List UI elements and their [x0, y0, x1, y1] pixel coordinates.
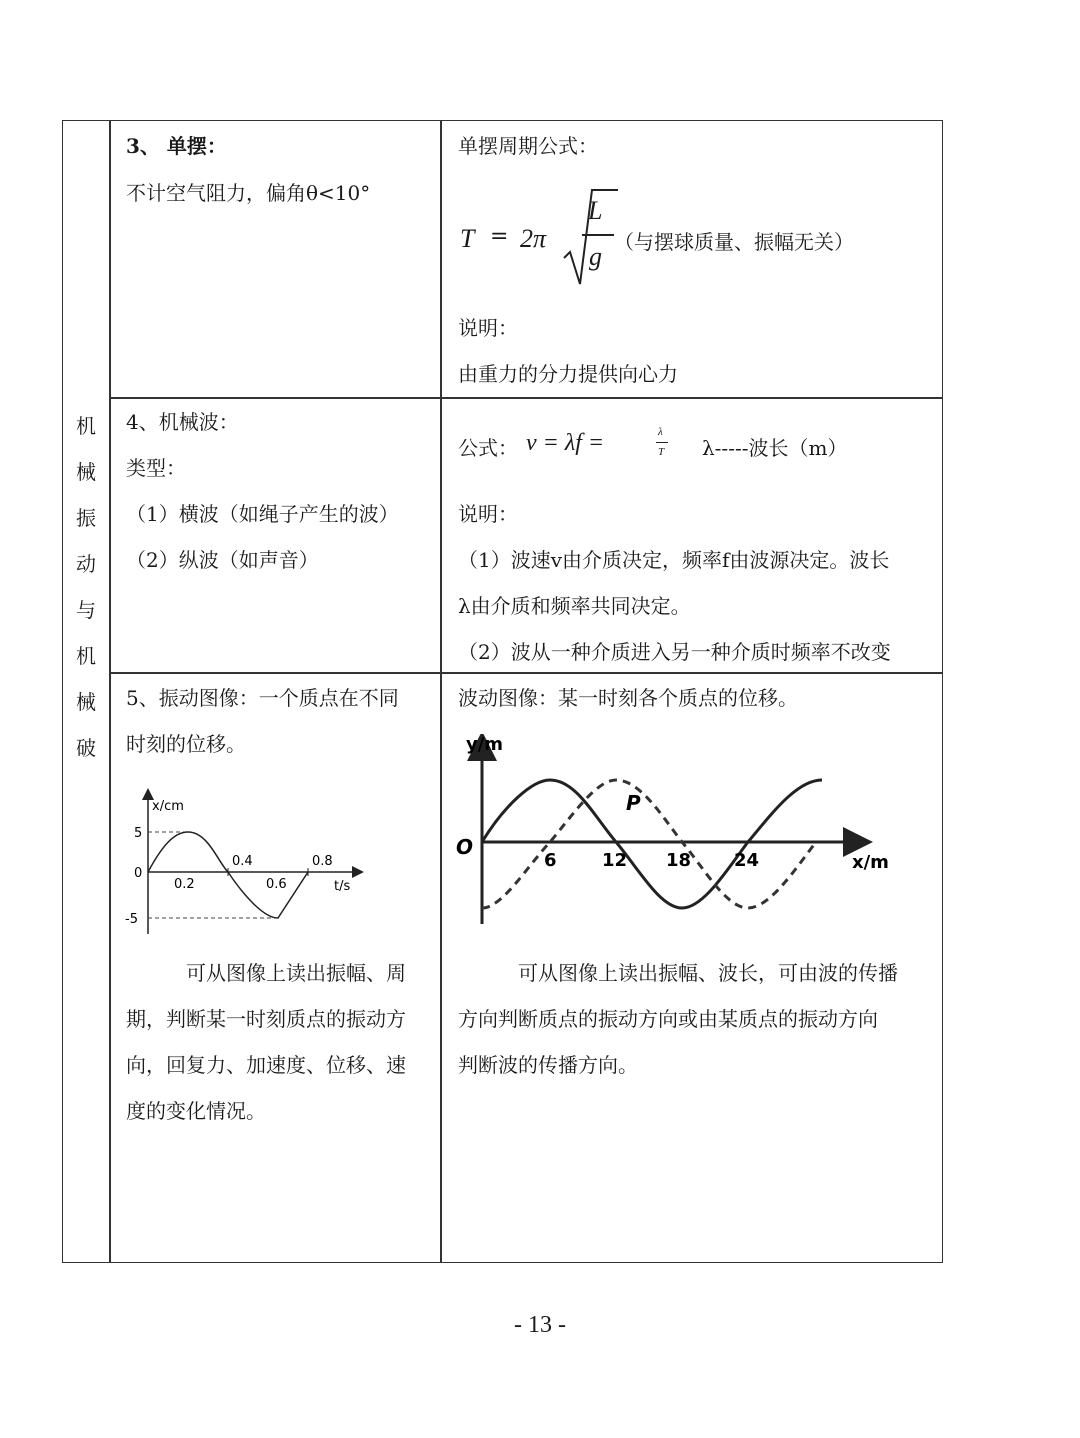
vib-xlabel: t/s [334, 879, 351, 894]
row5-left-line1: 5、振动图像：一个质点在不同 [126, 686, 399, 710]
formula-lambda: λ-----波长（m） [702, 436, 848, 460]
row4-note-line3: （2）波从一种介质进入另一种介质时频率不改变 [458, 640, 891, 664]
wave-solid-curve [482, 780, 822, 908]
row5-right-desc1: 可从图像上读出振幅、波长，可由波的传播 [518, 961, 898, 985]
wave-formula [458, 422, 928, 466]
formula-T: T [460, 224, 475, 253]
side-char: 械 [76, 690, 96, 714]
fraction-bar [582, 234, 614, 236]
row3-left-line: 不计空气阻力，偏角θ<10° [126, 181, 371, 205]
row-divider-1 [109, 397, 942, 399]
vib-ytick-5: 5 [134, 826, 143, 841]
row4-note-line2: λ由介质和频率共同决定。 [458, 594, 691, 618]
wave-dashed-curve [482, 780, 816, 908]
vib-ytick-neg5: -5 [125, 912, 138, 927]
vib-ytick-0: 0 [134, 866, 143, 881]
formula-L: L [588, 196, 603, 225]
pendulum-formula [458, 188, 928, 288]
vib-xtick-06: 0.6 [266, 877, 287, 892]
formula-equals: = [490, 224, 509, 249]
wave-xtick-6: 6 [544, 850, 557, 871]
formula-2pi: 2π [520, 224, 547, 253]
vib-xtick-08: 0.8 [312, 854, 333, 869]
formula-main: v = λf = [526, 430, 605, 456]
side-char: 振 [76, 506, 96, 530]
row5-right-desc3: 判断波的传播方向。 [458, 1053, 638, 1077]
vib-xtick-04: 0.4 [232, 854, 253, 869]
row3-note-text: 由重力的分力提供向心力 [458, 362, 678, 386]
formula-frac-den: T [658, 446, 665, 458]
row4-left-item1: （1）横波（如绳子产生的波） [126, 502, 399, 526]
wave-xtick-12: 12 [602, 850, 628, 871]
wave-xtick-18: 18 [666, 850, 692, 871]
wave-xtick-24: 24 [734, 850, 760, 871]
formula-g: g [589, 242, 602, 271]
wave-origin: O [456, 835, 474, 859]
vib-ylabel: x/cm [152, 799, 184, 814]
row3-left-title: 3、 单摆： [126, 134, 227, 158]
row5-left-desc1: 可从图像上读出振幅、周 [186, 961, 406, 985]
wave-ylabel: y/m [466, 734, 504, 755]
row-divider-2 [109, 672, 942, 674]
row3-note-label: 说明： [458, 316, 518, 340]
row5-right-line1: 波动图像：某一时刻各个质点的位移。 [458, 686, 798, 710]
row5-left-desc2: 期，判断某一时刻质点的振动方 [126, 1007, 406, 1031]
vib-xtick-02: 0.2 [174, 877, 195, 892]
row3-right-title: 单摆周期公式： [458, 134, 598, 158]
side-char: 械 [76, 460, 96, 484]
vibration-graph [122, 786, 372, 936]
formula-frac-num: λ [658, 426, 663, 438]
side-char: 机 [76, 644, 96, 668]
small-fraction-bar [656, 442, 668, 443]
side-char: 破 [76, 736, 96, 760]
row4-left-title: 4、机械波： [126, 410, 239, 434]
row4-left-item2: （2）纵波（如声音） [126, 548, 319, 572]
side-char: 机 [76, 414, 96, 438]
wave-xlabel: x/m [852, 852, 889, 873]
formula-label: 公式： [458, 436, 518, 460]
formula-note: （与摆球质量、振幅无关） [614, 230, 854, 254]
row4-left-type: 类型： [126, 456, 186, 480]
row5-left-line2: 时刻的位移。 [126, 732, 246, 756]
row5-left-desc4: 度的变化情况。 [126, 1099, 266, 1123]
page-number: - 13 - [514, 1312, 566, 1338]
wave-graph [450, 734, 900, 934]
side-char: 动 [76, 552, 96, 576]
side-char: 与 [76, 598, 96, 622]
row5-left-desc3: 向，回复力、加速度、位移、速 [126, 1053, 406, 1077]
row4-note-label: 说明： [458, 502, 518, 526]
row4-note-line1: （1）波速v由介质决定，频率f由波源决定。波长 [458, 548, 890, 572]
row5-right-desc2: 方向判断质点的振动方向或由某质点的振动方向 [458, 1007, 878, 1031]
wave-point-P: P [626, 791, 641, 815]
column-divider-2 [440, 120, 442, 1262]
